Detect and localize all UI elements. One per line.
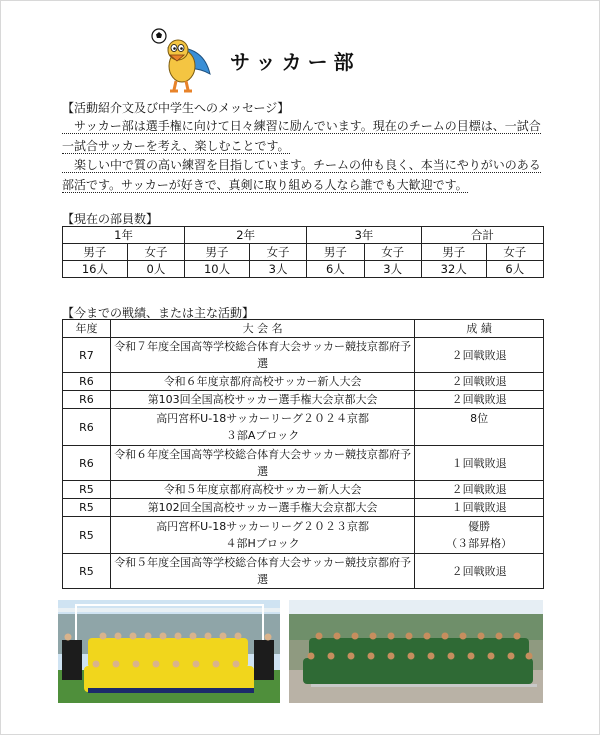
event-cell: 令和７年度全国高等学校総合体育大会サッカー競技京都府予選 — [110, 338, 414, 373]
gender-cell: 男子 — [185, 244, 250, 261]
result-line: 8位 — [470, 412, 489, 425]
result-cell: １回戦敗退 — [415, 446, 544, 481]
table-row — [63, 409, 544, 446]
grade-cell: 2年 — [185, 227, 307, 244]
event-cell — [110, 517, 414, 554]
table-row — [63, 446, 544, 481]
table-row — [63, 517, 544, 554]
gender-cell: 女子 — [127, 244, 184, 261]
team-photo-yellow — [58, 600, 280, 703]
col-result-header: 成 績 — [415, 320, 544, 338]
event-cell: 第103回全国高校サッカー選手権大会京都大会 — [110, 391, 414, 409]
result-line: 優勝 — [468, 520, 491, 533]
col-year-header: 年度 — [63, 320, 111, 338]
col-event-header: 大 会 名 — [110, 320, 414, 338]
year-cell: R5 — [63, 481, 111, 499]
year-cell: R7 — [63, 338, 111, 373]
grade-row — [63, 227, 544, 244]
result-line — [415, 427, 543, 444]
year-cell: R5 — [63, 517, 111, 554]
result-cell: ２回戦敗退 — [415, 554, 544, 589]
members-heading: 【現在の部員数】 — [62, 212, 159, 226]
table-row — [63, 554, 544, 589]
year-cell: R6 — [63, 373, 111, 391]
year-cell: R6 — [63, 391, 111, 409]
event-cell: 令和５年度京都府高校サッカー新人大会 — [110, 481, 414, 499]
count-cell: 6人 — [486, 261, 543, 278]
grade-cell: 3年 — [307, 227, 422, 244]
event-cell: 令和５年度全国高等学校総合体育大会サッカー競技京都府予選 — [110, 554, 414, 589]
result-cell — [415, 517, 544, 554]
year-cell: R6 — [63, 446, 111, 481]
gender-cell: 男子 — [421, 244, 486, 261]
gender-row — [63, 244, 544, 261]
mascot-icon — [148, 26, 218, 94]
event-line: 高円宮杯U-18サッカーリーグ２０２３京都 — [156, 520, 369, 533]
result-line: （３部昇格） — [446, 537, 513, 550]
count-row — [63, 261, 544, 278]
event-line: 高円宮杯U-18サッカーリーグ２０２４京都 — [156, 412, 369, 425]
count-cell: 0人 — [127, 261, 184, 278]
event-cell: 第102回全国高校サッカー選手権大会京都大会 — [110, 499, 414, 517]
result-cell: ２回戦敗退 — [415, 373, 544, 391]
result-cell: ２回戦敗退 — [415, 391, 544, 409]
year-cell: R6 — [63, 409, 111, 446]
count-cell: 10人 — [185, 261, 250, 278]
message-line: 部活です。サッカーが好きで、真剣に取り組める人なら誰でも大歓迎です。 — [62, 177, 468, 192]
page-header — [148, 26, 468, 96]
count-cell: 3人 — [249, 261, 306, 278]
table-row — [63, 481, 544, 499]
event-line: ３部Aブロック — [225, 429, 300, 442]
result-cell: ２回戦敗退 — [415, 481, 544, 499]
year-cell: R5 — [63, 554, 111, 589]
club-title: サッカー部 — [230, 50, 360, 74]
message-line: 一試合サッカーを考え、楽しむことです。 — [62, 138, 290, 153]
grade-cell: 合計 — [421, 227, 543, 244]
gender-cell: 女子 — [364, 244, 421, 261]
message-body — [62, 117, 552, 195]
message-heading: 【活動紹介文及び中学生へのメッセージ】 — [62, 101, 290, 115]
result-cell — [415, 409, 544, 446]
table-row — [63, 373, 544, 391]
result-cell: １回戦敗退 — [415, 499, 544, 517]
results-header-row — [63, 320, 544, 338]
grade-cell: 1年 — [63, 227, 185, 244]
result-cell: ２回戦敗退 — [415, 338, 544, 373]
gender-cell: 男子 — [63, 244, 128, 261]
count-cell: 3人 — [364, 261, 421, 278]
table-row — [63, 499, 544, 517]
year-cell: R5 — [63, 499, 111, 517]
event-cell: 令和６年度全国高等学校総合体育大会サッカー競技京都府予選 — [110, 446, 414, 481]
table-row — [63, 338, 544, 373]
team-photo-green — [289, 600, 543, 703]
results-table — [62, 319, 544, 589]
event-cell: 令和６年度京都府高校サッカー新人大会 — [110, 373, 414, 391]
gender-cell: 男子 — [307, 244, 364, 261]
table-row — [63, 391, 544, 409]
members-table — [62, 226, 544, 278]
gender-cell: 女子 — [249, 244, 306, 261]
event-cell — [110, 409, 414, 446]
count-cell: 6人 — [307, 261, 364, 278]
message-line: サッカー部は選手権に向けて日々練習に励んでいます。現在のチームの目標は、一試合 — [62, 119, 541, 133]
message-line: 楽しい中で質の高い練習を目指しています。チームの仲も良く、本当にやりがいのある — [62, 158, 541, 172]
event-line: ４部Hブロック — [225, 537, 300, 550]
gender-cell: 女子 — [486, 244, 543, 261]
results-heading: 【今までの戦績、または主な活動】 — [62, 306, 255, 320]
count-cell: 16人 — [63, 261, 128, 278]
count-cell: 32人 — [421, 261, 486, 278]
